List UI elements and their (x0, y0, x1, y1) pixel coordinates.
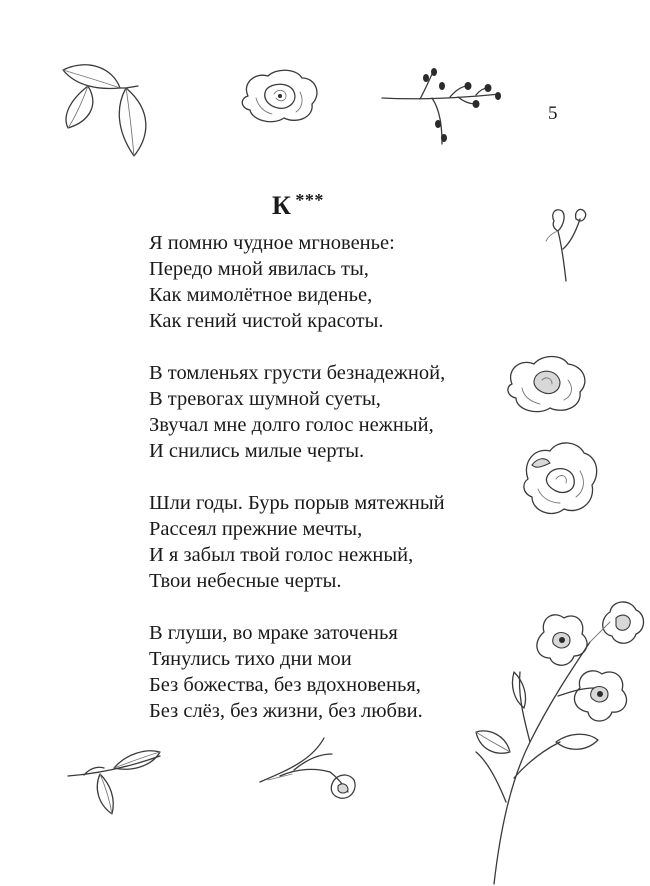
poem-line: Без слёз, без жизни, без любви. (149, 700, 423, 722)
flower-branch-icon (470, 592, 650, 886)
poem-body (149, 230, 445, 750)
leaf-sprig-icon (66, 748, 166, 818)
poem-line: Звучал мне долго голос нежный, (149, 414, 434, 436)
poem-line: Как гений чистой красоты. (149, 310, 384, 332)
poem-line: И снились милые черты. (149, 440, 365, 462)
poem-line: Как мимолётное виденье, (149, 284, 373, 306)
stanza (149, 230, 445, 334)
poem-line: Тянулись тихо дни мои (149, 648, 352, 670)
poem-line: И я забыл твой голос нежный, (149, 544, 414, 566)
bud-sprig-icon (536, 203, 596, 283)
rose-icon (502, 350, 592, 420)
poem-title (272, 190, 324, 221)
stanza (149, 360, 445, 464)
berry-sprig-icon (380, 64, 510, 154)
poem-line: Без божества, без вдохновенья, (149, 674, 421, 696)
poem-title-text: К (272, 191, 292, 220)
poem-line: Я помню чудное мгновенье: (149, 232, 395, 254)
rose-icon (236, 66, 326, 126)
poem-line: В томленьях грусти безнадежной, (149, 362, 446, 384)
poem-line: Передо мной явилась ты, (149, 258, 369, 280)
poem-line: Рассеял прежние мечты, (149, 518, 363, 540)
poem-line: Твои небесные черты. (149, 570, 342, 592)
page-number: 5 (548, 103, 558, 124)
leaves-icon (58, 58, 158, 158)
poem-line: Шли годы. Бурь порыв мятежный (149, 492, 445, 514)
poem-line: В глуши, во мраке заточенья (149, 622, 398, 644)
stanza (149, 620, 445, 724)
poem-title-mark: *** (295, 190, 324, 210)
rose-icon (520, 435, 600, 525)
poem-line: В тревогах шумной суеты, (149, 388, 381, 410)
stanza (149, 490, 445, 594)
